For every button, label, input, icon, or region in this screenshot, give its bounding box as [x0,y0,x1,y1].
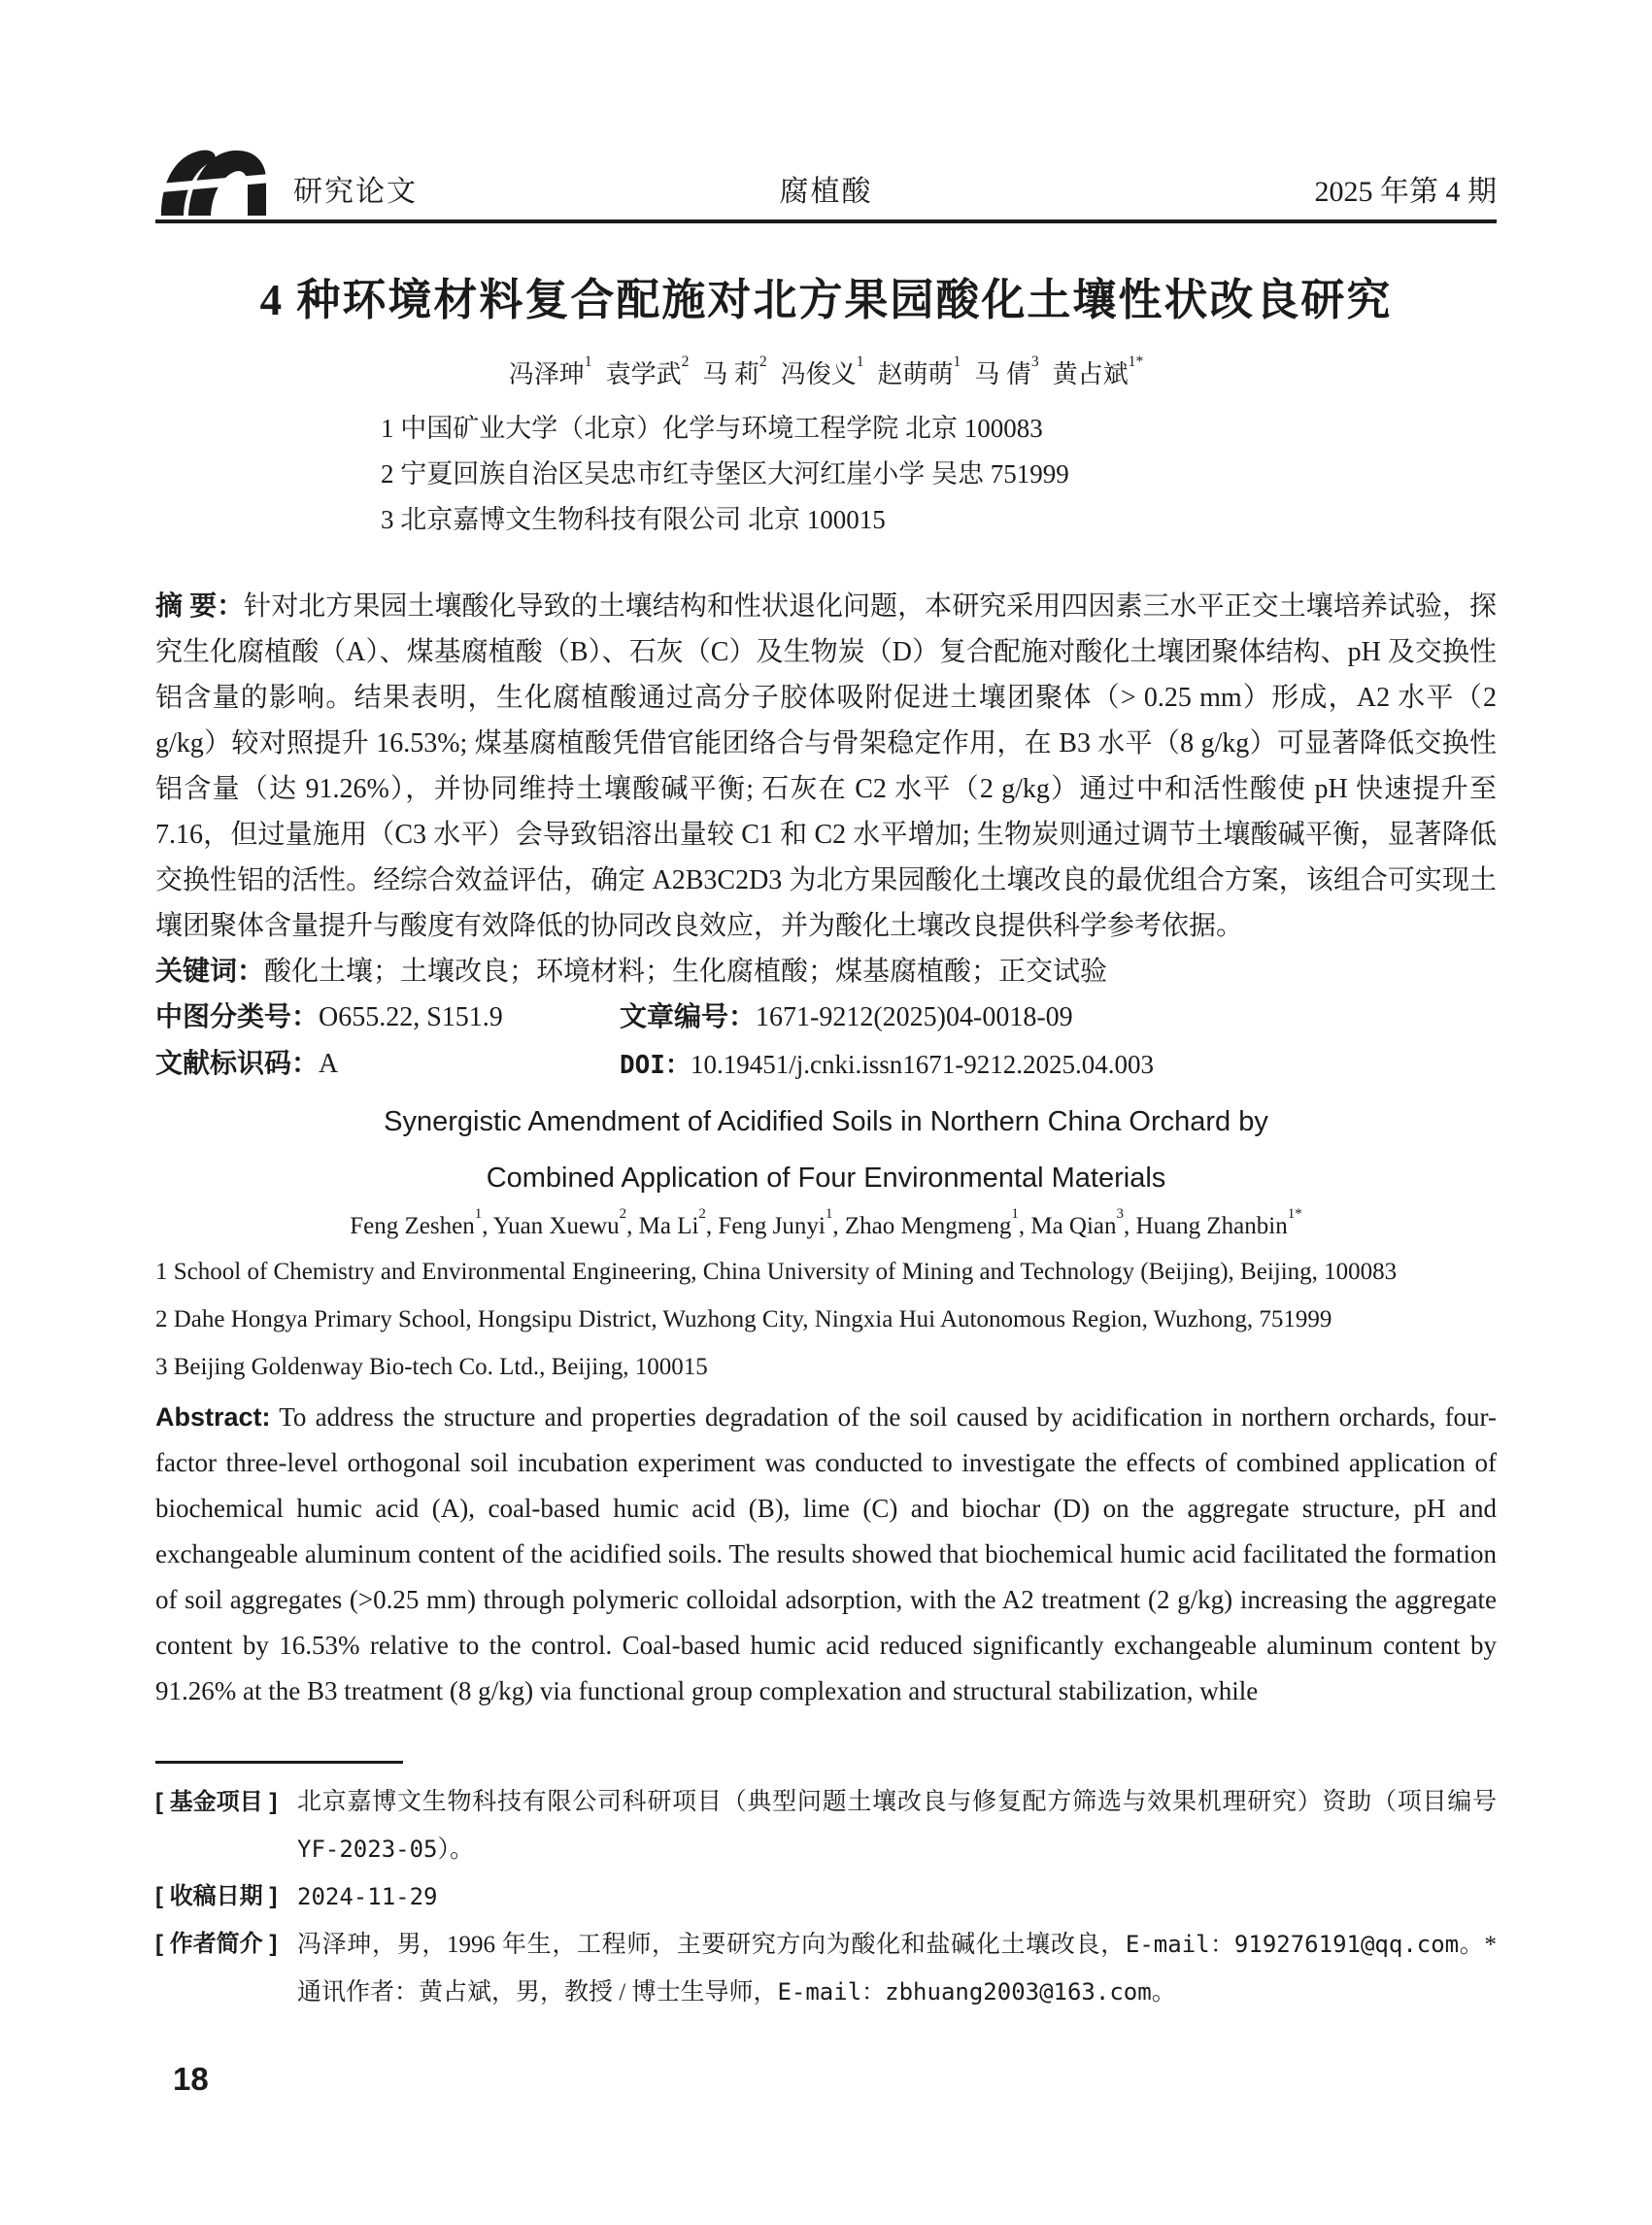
author-name: Zhao Mengmeng$^1$ [844,1205,1019,1239]
author-name: 黄占斌$^{1*}$ [1052,354,1144,388]
footnote-bio [155,1921,1497,2016]
page-header [155,142,1497,212]
clc-label: 中图分类号： [155,1002,320,1032]
footnote-fund-segment: 北京嘉博文生物科技有限公司科研项目（典型问题土壤改良与修复配方筛选与效果机理研究）资助（项目编号 [297,1789,1497,1815]
keywords-cn-label: 关键词： [155,957,265,987]
footnote-fund [155,1779,1497,1873]
affiliation-en-line: 3 Beijing Goldenway Bio-tech Co. Ltd., Beijing, 100015 [155,1354,708,1380]
author-affiliation-sup: 1 [1011,1205,1019,1222]
header-section-label: 研究论文 [293,176,418,208]
author-separator: , [1018,1213,1031,1239]
author-name: Feng Zeshen$^1$ [350,1205,483,1239]
footnote-bio-segment: 。 [1151,1979,1176,2006]
author-name: 袁学武$^2$ [605,354,690,388]
author-separator: , [705,1213,719,1239]
page-number: 18 [173,2061,209,2097]
abstract-en-label: Abstract: [155,1402,271,1432]
author-name: Yuan Xuewu$^2$ [492,1205,627,1239]
author-name: 冯泽珅$^1$ [508,354,592,388]
abstract-en-text: To address the structure and properties degradation of the soil caused by acidification in northern orchards, four-factor three-level orthogonal soil incubation experiment was conducted to investigate the effects of combined application of biochemical humic acid (A), coal-based humic acid (B), lime (C) and biochar (D) on the aggregate structure, pH and exchangeable aluminum content of the acidified soils. The results showed that biochemical humic acid facilitated the formation of soil aggregates (>0.25 mm) through polymeric colloidal adsorption, with the A2 treatment (2 g/kg) increasing the aggregate content by 16.53% relative to the control. Coal-based humic acid reduced significantly exchangeable aluminum content by 91.26% at the B3 treatment (8 g/kg) via functional group complexation and structural stabilization, while [155,1402,1497,1705]
author-name: Ma Li$^2$ [638,1205,706,1239]
clc-value: O655.22, S151.9 [319,1002,503,1032]
article-no-field [620,995,1073,1041]
footnote-bio-segment: 。* 通讯作者：黄占斌，男，教授 / 博士生导师， [297,1932,1497,2006]
author-affiliation-sup: 1 [825,1205,833,1222]
author-affiliation-sup: 1* [1287,1205,1302,1222]
footnote-bio-value: E-mail：919276191@qq.com [1125,1931,1460,1958]
footnote-received [155,1873,1497,1921]
abstract-cn-text: 针对北方果园土壤酸化导致的土壤结构和性状退化问题，本研究采用四因素三水平正交土壤培养试验，探究生化腐植酸（A）、煤基腐植酸（B）、石灰（C）及生物炭（D）复合配施对酸化土壤团聚体结构、pH 及交换性铝含量的影响。结果表明，生化腐植酸通过高分子胶体吸附促进土壤团聚体（> 0.25 mm）形成，A2 水平（2 g/kg）较对照提升 16.53%; 煤基腐植酸凭借官能团络合与骨架稳定作用，在 B3 水平（8 g/kg）可显著降低交换性铝含量（达 91.26%），并协同维持土壤酸碱平衡; 石灰在 C2 水平（2 g/kg）通过中和活性酸使 pH 快速提升至 7.16，但过量施用（C3 水平）会导致铝溶出量较 C1 和 C2 水平增加; 生物炭则通过调节土壤酸碱平衡，显著降低交换性铝的活性。经综合效益评估，确定 A2B3C2D3 为北方果园酸化土壤改良的最优组合方案，该组合可实现土壤团聚体含量提升与酸度有效降低的协同改良效应，并为酸化土壤改良提供科学参考依据。 [155,591,1497,941]
author-separator: , [482,1213,493,1239]
author-affiliation-sup: 3 [1030,354,1039,371]
header-journal-name: 腐植酸 [779,176,873,208]
clc-field [155,995,620,1041]
article-title-cn: 4 种环境材料复合配施对北方果园酸化土壤性状改良研究 [259,276,1393,324]
footnote-received-text [297,1873,1497,1921]
footnote-bio-label: [ 作者简介 ] [155,1931,278,1957]
affiliation-cn-line: 3 北京嘉博文生物科技有限公司 北京 100015 [381,505,886,534]
article-title-en-line2: Combined Application of Four Environmental Materials [486,1163,1166,1194]
author-affiliation-sup: 1 [474,1205,483,1222]
authors-en [155,1205,1497,1248]
author-name: Ma Qian$^3$ [1030,1205,1125,1239]
author-name: 马 莉$^2$ [702,354,767,388]
abstract-cn [155,584,1497,949]
footnote-received-value: 2024-11-29 [297,1883,438,1910]
author-separator: , [832,1213,845,1239]
author-affiliation-sup: 1 [953,354,961,371]
author-separator: , [1124,1213,1136,1239]
affiliation-cn-line: 1 中国矿业大学（北京）化学与环境工程学院 北京 100083 [381,414,1043,443]
footnote-fund-value: YF-2023-05 [297,1836,438,1863]
article-title-en-line1: Synergistic Amendment of Acidified Soils in Northern China Orchard by [384,1106,1268,1137]
footnote-bio-text [297,1921,1497,2016]
author-name: Huang Zhanbin$^{1*}$ [1135,1205,1302,1239]
author-affiliation-sup: 1 [584,354,592,371]
header-rule [155,219,1497,223]
author-affiliation-sup: 3 [1116,1205,1125,1222]
footnote-fund-text [297,1779,1497,1873]
footnote-bio-segment: 冯泽珅，男，1996 年生，工程师，主要研究方向为酸化和盐碱化土壤改良， [297,1932,1126,1958]
doc-code-field [155,1041,620,1089]
article-no-label: 文章编号： [620,1002,757,1032]
abstract-en [155,1395,1497,1714]
article-no-value: 1671-9212(2025)04-0018-09 [756,1002,1073,1032]
author-affiliation-sup: 2 [698,1205,706,1222]
author-name: 冯俊义$^1$ [780,354,864,388]
author-affiliation-sup: 2 [759,354,767,371]
affiliations-en [155,1248,1497,1391]
affiliation-en-line: 2 Dahe Hongya Primary School, Hongsipu District, Wuzhong City, Ningxia Hui Autonomous Region, Wuzhong, 751999 [155,1306,1332,1332]
doi-value: 10.19451/j.cnki.issn1671-9212.2025.04.003 [690,1050,1154,1079]
footnote-fund-segment: ）。 [437,1837,475,1863]
author-name: Feng Junyi$^1$ [718,1205,833,1239]
author-affiliation-sup: 1 [856,354,864,371]
doc-code-value: A [319,1049,339,1079]
author-affiliation-sup: 2 [681,354,690,371]
doi-label: DOI： [620,1051,691,1080]
author-name: 赵萌萌$^1$ [877,354,961,388]
footnote-fund-label: [ 基金项目 ] [155,1789,278,1815]
meta-row-1 [155,995,1497,1041]
author-separator: , [626,1213,639,1239]
author-affiliation-sup: 2 [619,1205,627,1222]
doi-field [620,1041,1154,1089]
page-content [0,142,1652,2016]
meta-row-2 [155,1041,1497,1089]
authors-cn [155,354,1497,390]
footnote-bio-value: E-mail：zbhuang2003@163.com [777,1978,1152,2006]
doc-code-label: 文献标识码： [155,1049,320,1079]
author-affiliation-sup: 1* [1128,354,1144,371]
keywords-cn-text: 酸化土壤；土壤改良；环境材料；生化腐植酸；煤基腐植酸；正交试验 [264,957,1108,987]
header-issue: 2025 年第 4 期 [1314,176,1497,208]
author-name: 马 倩$^3$ [974,354,1039,388]
abstract-cn-label: 摘 要： [155,591,245,622]
affiliation-cn-line: 2 宁夏回族自治区吴忠市红寺堡区大河红崖小学 吴忠 751999 [381,459,1069,489]
affiliation-en-line: 1 School of Chemistry and Environmental Engineering, China University of Mining and Technology (Beijing), Beijing, 100083 [155,1259,1398,1285]
footnote-divider [155,1761,403,1764]
footnotes [155,1779,1497,2016]
keywords-cn [155,949,1497,995]
affiliations-cn [155,406,1497,543]
footnote-received-label: [ 收稿日期 ] [155,1883,278,1909]
